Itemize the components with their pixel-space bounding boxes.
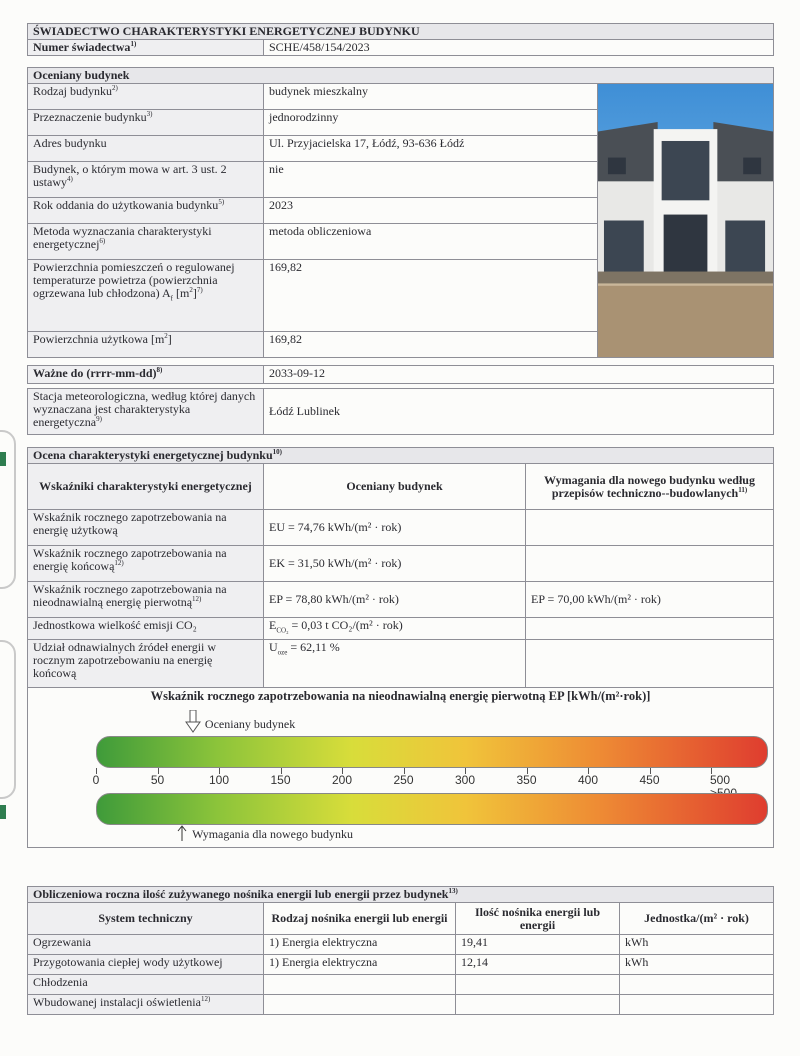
indicator-eu-requirement — [526, 510, 774, 546]
scale-tick-label: 100 — [208, 773, 230, 787]
scale-tick-label: 50 — [150, 773, 165, 787]
carrier-cooling — [264, 975, 456, 995]
building-type-label: Rodzaj budynku$^{2)}$ — [28, 84, 264, 110]
energy-carrier-table — [27, 886, 774, 1015]
carrier-lighting — [264, 995, 456, 1015]
scale-tick-label: 0 — [92, 773, 100, 787]
indicator-ek-label: Wskaźnik rocznego zapotrzebowania na energię końcową$^{12)}$ — [28, 546, 264, 582]
assessed-building-column-header: Oceniany budynek — [264, 464, 526, 510]
system-cooling: Chłodzenia — [28, 975, 264, 995]
indicator-co2-requirement — [526, 618, 774, 640]
building-address-value: Ul. Przyjacielska 17, Łódź, 93-636 Łódź — [264, 136, 598, 162]
building-photo — [598, 84, 774, 358]
building-method-label: Metoda wyznaczania charakterystyki energetycznej$^{6)}$ — [28, 224, 264, 260]
energy-rating-table — [27, 447, 774, 848]
building-art3-label: Budynek, o którym mowa w art. 3 ust. 2 ustawy$^{4)}$ — [28, 162, 264, 198]
certificate-number-label: Numer świadectwa$^{1)}$ — [28, 40, 264, 56]
valid-until-label: Ważne do (rrrr-mm-dd)$^{8)}$ — [28, 366, 264, 384]
scale-tick-label: 400 — [577, 773, 599, 787]
weather-station-label: Stacja meteorologiczna, według której danych wyznaczana jest charakterystyka energetyczna$^{9)}$ — [28, 389, 264, 435]
scale-tick-label: 500 — [709, 773, 731, 787]
scale-tick-label: 250 — [393, 773, 414, 787]
ep-scale-title: Wskaźnik rocznego zapotrzebowania na nieodnawialną energię pierwotną EP [kWh/(m²·rok)] — [150, 689, 651, 703]
scale-tick-label: 350 — [516, 773, 537, 787]
building-address-label: Adres budynku — [28, 136, 264, 162]
scale-tick-label: 450 — [639, 773, 660, 787]
table-row — [28, 935, 774, 955]
building-usable-area-value: 169,82 — [264, 332, 598, 358]
amount-hot-water: 12,14 — [456, 955, 620, 975]
amount-cooling — [456, 975, 620, 995]
binder-mark — [0, 805, 6, 819]
building-purpose-label: Przeznaczenie budynku$^{3)}$ — [28, 110, 264, 136]
certificate-number-value: SCHE/458/154/2023 — [264, 40, 774, 56]
ep-scale-bar-bottom — [96, 793, 768, 825]
system-hot-water: Przygotowania ciepłej wody użytkowej — [28, 955, 264, 975]
building-heated-area-value: 169,82 — [264, 260, 598, 332]
indicator-oze-requirement — [526, 640, 774, 688]
requirements-column-header: Wymagania dla nowego budynku według przepisów techniczno--budowlanych$^{11)}$ — [526, 464, 774, 510]
ep-scale-cell — [28, 688, 774, 848]
system-heating: Ogrzewania — [28, 935, 264, 955]
building-purpose-value: jednorodzinny — [264, 110, 598, 136]
amount-heating: 19,41 — [456, 935, 620, 955]
building-section-header: Oceniany budynek — [28, 68, 774, 84]
system-lighting: Wbudowanej instalacji oświetlenia$^{12)}$ — [28, 995, 264, 1015]
ep-scale-bar-top — [96, 736, 768, 768]
assessed-building-label: Oceniany budynek — [204, 717, 296, 731]
indicator-ep-value: EP = 78,80 kWh/(m² · rok) — [264, 582, 526, 618]
valid-until-table — [27, 365, 774, 384]
building-year-label: Rok oddania do użytkowania budynku$^{5)}$ — [28, 198, 264, 224]
house-photo-image — [598, 84, 773, 357]
building-year-value: 2023 — [264, 198, 598, 224]
indicator-co2-label: Jednostkowa wielkość emisji CO₂ — [28, 618, 264, 640]
energy-rating-header: Ocena charakterystyki energetycznej budynku$^{10)}$ — [28, 448, 774, 464]
binder-mark — [0, 452, 6, 466]
indicator-ep-requirement: EP = 70,00 kWh/(m² · rok) — [526, 582, 774, 618]
scale-tick-label: 200 — [331, 773, 353, 787]
assessed-building-arrow-icon — [185, 710, 201, 734]
unit-heating: kWh — [620, 935, 774, 955]
indicator-eu-value: EU = 74,76 kWh/(m² · rok) — [264, 510, 526, 546]
indicator-oze-label: Udział odnawialnych źródeł energii w rocznym zapotrzebowaniu na energię końcową — [28, 640, 264, 688]
indicator-co2-value: $E_{CO_2} = 0,03$ t CO₂/(m² · rok) — [264, 618, 526, 640]
binder-holes — [0, 430, 22, 830]
building-heated-area-label: Powierzchnia pomieszczeń o regulowanej temperaturze powietrza (powierzchnia ogrzewana lub chłodzona) $A_f$ $[m^2]^{7)}$ — [28, 260, 264, 332]
weather-station-table — [27, 388, 774, 435]
carrier-heating: 1) Energia elektryczna — [264, 935, 456, 955]
building-usable-area-label: Powierzchnia użytkowa $[m^2]$ — [28, 332, 264, 358]
requirements-label: Wymagania dla nowego budynku — [192, 827, 353, 841]
document-title: ŚWIADECTWO CHARAKTERYSTYKI ENERGETYCZNEJ BUDYNKU — [28, 24, 774, 40]
title-table — [27, 23, 774, 56]
unit-hot-water: kWh — [620, 955, 774, 975]
unit-column-header: Jednostka/(m² · rok) — [620, 903, 774, 935]
table-row — [28, 975, 774, 995]
carrier-type-column-header: Rodzaj nośnika energii lub energii — [264, 903, 456, 935]
building-type-value: budynek mieszkalny — [264, 84, 598, 110]
table-row — [28, 955, 774, 975]
system-column-header: System techniczny — [28, 903, 264, 935]
indicator-ek-value: EK = 31,50 kWh/(m² · rok) — [264, 546, 526, 582]
indicator-ep-label: Wskaźnik rocznego zapotrzebowania na nieodnawialną energię pierwotną$^{12)}$ — [28, 582, 264, 618]
indicator-oze-value: $U_{oze} = 62,11$ % — [264, 640, 526, 688]
building-art3-value: nie — [264, 162, 598, 198]
scale-tick-label: 300 — [454, 773, 476, 787]
carrier-amount-column-header: Ilość nośnika energii lub energii — [456, 903, 620, 935]
unit-lighting — [620, 995, 774, 1015]
table-row — [28, 995, 774, 1015]
indicator-ek-requirement — [526, 546, 774, 582]
binder-ring-bottom — [0, 640, 16, 799]
unit-cooling — [620, 975, 774, 995]
building-table — [27, 67, 774, 358]
valid-until-value: 2033-09-12 — [264, 366, 774, 384]
indicator-eu-label: Wskaźnik rocznego zapotrzebowania na energię użytkową — [28, 510, 264, 546]
energy-carrier-header: Obliczeniowa roczna ilość zużywanego nośnika energii lub energii przez budynek$^{13)}$ — [28, 887, 774, 903]
amount-lighting — [456, 995, 620, 1015]
building-method-value: metoda obliczeniowa — [264, 224, 598, 260]
carrier-hot-water: 1) Energia elektryczna — [264, 955, 456, 975]
weather-station-value: Łódź Lublinek — [264, 389, 774, 435]
scale-tick-label: 150 — [270, 773, 291, 787]
requirements-arrow-icon — [177, 825, 187, 841]
indicators-column-header: Wskaźniki charakterystyki energetycznej — [28, 464, 264, 510]
